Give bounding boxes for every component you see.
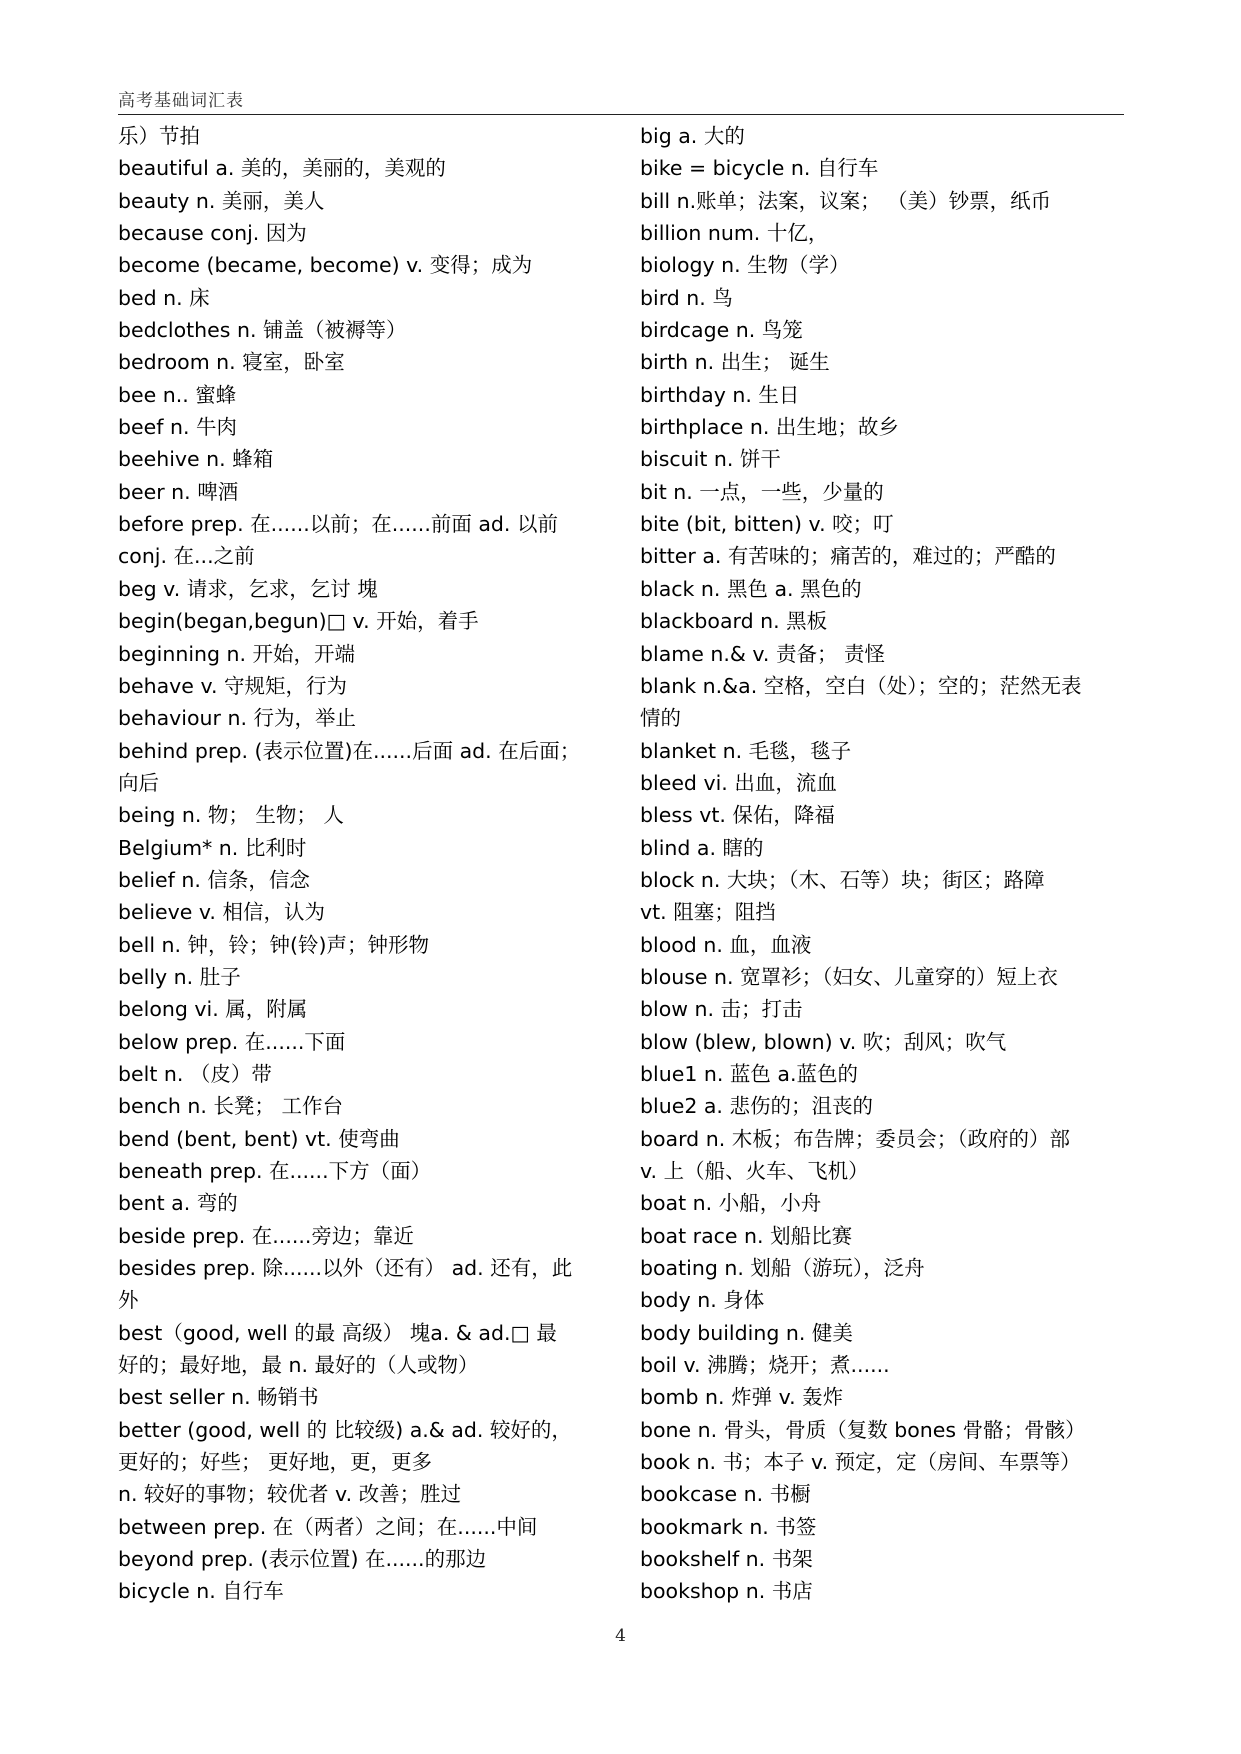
vocabulary-entry-line: beside prep. 在......旁边；靠近: [118, 1223, 414, 1248]
vocabulary-entry-line: blue2 a. 悲伤的；沮丧的: [640, 1094, 873, 1119]
vocabulary-entry-line: vt. 阻塞；阻挡: [640, 900, 776, 925]
vocabulary-entry-line: boating n. 划船（游玩），泛舟: [640, 1256, 925, 1281]
vocabulary-entry-line: bed n. 床: [118, 285, 210, 310]
vocabulary-column-left: [118, 120, 608, 1608]
vocabulary-entry-line: biology n. 生物（学）: [640, 253, 850, 278]
vocabulary-entry-line: boat race n. 划船比赛: [640, 1223, 853, 1248]
vocabulary-entry-line: 乐）节拍: [118, 124, 200, 148]
vocabulary-entry-line: beef n. 牛肉: [118, 415, 237, 440]
vocabulary-entry-line: blouse n. 宽罩衫；（妇女、儿童穿的）短上衣: [640, 964, 1058, 989]
vocabulary-entry-line: n. 较好的事物；较优者 v. 改善；胜过: [118, 1482, 462, 1507]
vocabulary-entry-line: conj. 在...之前: [118, 544, 255, 569]
vocabulary-entry-line: bomb n. 炸弹 v. 轰炸: [640, 1385, 844, 1410]
vocabulary-entry-line: bookmark n. 书签: [640, 1514, 817, 1539]
vocabulary-entry-line: belong vi. 属，附属: [118, 997, 308, 1022]
vocabulary-entry-line: book n. 书；本子 v. 预定，定（房间、车票等）: [640, 1450, 1081, 1475]
vocabulary-entry-line: bone n. 骨头，骨质（复数 bones 骨骼；骨骸）: [640, 1417, 1086, 1442]
vocabulary-entry-line: being n. 物； 生物； 人: [118, 803, 344, 828]
vocabulary-entry-line: bedclothes n. 铺盖（被褥等）: [118, 318, 407, 343]
vocabulary-entry-line: bookshelf n. 书架: [640, 1547, 813, 1572]
vocabulary-entry-line: body building n. 健美: [640, 1320, 853, 1345]
vocabulary-entry-line: bee n.. 蜜蜂: [118, 382, 237, 407]
vocabulary-entry-line: beautiful a. 美的，美丽的，美观的: [118, 156, 446, 181]
vocabulary-entry-line: bike = bicycle n. 自行车: [640, 156, 879, 181]
vocabulary-entry-line: beehive n. 蜂箱: [118, 447, 274, 472]
vocabulary-entry-line: beer n. 啤酒: [118, 479, 239, 504]
vocabulary-entry-line: below prep. 在......下面: [118, 1029, 346, 1054]
vocabulary-entry-line: bicycle n. 自行车: [118, 1579, 284, 1604]
vocabulary-entry-line: bedroom n. 寝室，卧室: [118, 350, 345, 375]
vocabulary-entry-line: 更好的；好些； 更好地，更，更多: [118, 1450, 433, 1475]
vocabulary-entry-line: 好的；最好地，最 n. 最好的（人或物）: [118, 1353, 479, 1378]
vocabulary-entry-line: begin(began,begun)□ v. 开始，着手: [118, 609, 479, 634]
vocabulary-entry-line: bless vt. 保佑，降福: [640, 803, 835, 828]
vocabulary-entry-line: because conj. 因为: [118, 221, 307, 246]
vocabulary-entry-line: bookcase n. 书橱: [640, 1482, 811, 1507]
vocabulary-entry-line: beg v. 请求，乞求，乞讨 塊: [118, 576, 378, 601]
vocabulary-entry-line: belly n. 肚子: [118, 964, 241, 989]
vocabulary-entry-line: biscuit n. 饼干: [640, 447, 781, 472]
vocabulary-entry-line: billion num. 十亿，: [640, 221, 829, 246]
vocabulary-entry-line: 向后: [118, 770, 159, 795]
vocabulary-column-right: [640, 120, 1130, 1608]
vocabulary-entry-line: beginning n. 开始，开端: [118, 641, 356, 666]
vocabulary-entry-line: bench n. 长凳； 工作台: [118, 1094, 343, 1119]
vocabulary-entry-line: before prep. 在......以前；在......前面 ad. 以前: [118, 512, 558, 537]
vocabulary-entry-line: behaviour n. 行为，举止: [118, 706, 357, 731]
vocabulary-entry-line: blow (blew, blown) v. 吹；刮风；吹气: [640, 1029, 1007, 1054]
vocabulary-entry-line: besides prep. 除......以外（还有） ad. 还有，此: [118, 1256, 573, 1281]
vocabulary-entry-line: behind prep. (表示位置)在......后面 ad. 在后面；: [118, 738, 581, 763]
vocabulary-entry-line: become (became, become) v. 变得；成为: [118, 253, 533, 278]
vocabulary-entry-line: bookshop n. 书店: [640, 1579, 813, 1604]
vocabulary-entry-line: believe v. 相信，认为: [118, 900, 325, 925]
vocabulary-entry-line: belt n. （皮）带: [118, 1061, 272, 1086]
vocabulary-entry-line: best seller n. 畅销书: [118, 1385, 319, 1410]
vocabulary-entry-line: body n. 身体: [640, 1288, 765, 1313]
vocabulary-entry-line: bell n. 钟，铃；钟(铃)声；钟形物: [118, 932, 430, 957]
vocabulary-entry-line: 情的: [640, 706, 681, 731]
vocabulary-entry-line: bite (bit, bitten) v. 咬；叮: [640, 512, 894, 537]
vocabulary-entry-line: beyond prep. (表示位置) 在......的那边: [118, 1547, 487, 1572]
vocabulary-entry-line: blank n.&a. 空格，空白（处）；空的；茫然无表: [640, 673, 1082, 698]
vocabulary-entry-line: beauty n. 美丽，美人: [118, 188, 325, 213]
running-header-title: 高考基础词汇表: [118, 91, 244, 111]
vocabulary-entry-line: best（good, well 的最 高级） 塊a. & ad.□ 最: [118, 1320, 557, 1345]
vocabulary-entry-line: blame n.& v. 责备； 责怪: [640, 641, 885, 666]
vocabulary-entry-line: block n. 大块；（木、石等）块；街区；路障: [640, 867, 1045, 892]
vocabulary-entry-line: blue1 n. 蓝色 a.蓝色的: [640, 1061, 858, 1086]
vocabulary-entry-line: blackboard n. 黑板: [640, 609, 828, 634]
vocabulary-entry-line: blood n. 血，血液: [640, 932, 812, 957]
vocabulary-entry-line: birth n. 出生； 诞生: [640, 350, 830, 375]
vocabulary-entry-line: birthday n. 生日: [640, 382, 800, 407]
vocabulary-entry-line: blow n. 击；打击: [640, 997, 803, 1022]
vocabulary-entry-line: bent a. 弯的: [118, 1191, 238, 1216]
vocabulary-entry-line: Belgium* n. 比利时: [118, 835, 307, 860]
header-divider: [118, 114, 1124, 115]
vocabulary-entry-line: birdcage n. 鸟笼: [640, 318, 803, 343]
vocabulary-entry-line: blind a. 瞎的: [640, 835, 764, 860]
vocabulary-entry-line: big a. 大的: [640, 124, 745, 148]
vocabulary-entry-line: bit n. 一点，一些，少量的: [640, 479, 884, 504]
vocabulary-entry-line: board n. 木板；布告牌；委员会；（政府的）部: [640, 1126, 1070, 1151]
vocabulary-entry-line: bleed vi. 出血，流血: [640, 770, 837, 795]
vocabulary-entry-line: bitter a. 有苦味的；痛苦的，难过的；严酷的: [640, 544, 1056, 569]
vocabulary-entry-line: beneath prep. 在......下方（面）: [118, 1159, 432, 1183]
vocabulary-entry-line: bird n. 鸟: [640, 285, 733, 310]
vocabulary-entry-line: boil v. 沸腾；烧开；煮......: [640, 1353, 890, 1378]
vocabulary-entry-line: v. 上（船、火车、飞机）: [640, 1159, 869, 1183]
vocabulary-entry-line: 外: [118, 1288, 139, 1313]
vocabulary-entry-line: belief n. 信条，信念: [118, 867, 310, 892]
vocabulary-entry-line: bend (bent, bent) vt. 使弯曲: [118, 1126, 400, 1151]
vocabulary-entry-line: boat n. 小船，小舟: [640, 1191, 822, 1216]
vocabulary-entry-line: blanket n. 毛毯，毯子: [640, 738, 852, 763]
vocabulary-entry-line: better (good, well 的 比较级) a.& ad. 较好的，: [118, 1417, 572, 1442]
vocabulary-entry-line: behave v. 守规矩，行为: [118, 673, 348, 698]
page-number: 4: [615, 1626, 626, 1646]
vocabulary-entry-line: between prep. 在（两者）之间；在......中间: [118, 1514, 538, 1539]
vocabulary-entry-line: bill n.账单；法案，议案； （美）钞票，纸币: [640, 188, 1052, 213]
vocabulary-entry-line: black n. 黑色 a. 黑色的: [640, 576, 862, 601]
vocabulary-entry-line: birthplace n. 出生地；故乡: [640, 415, 899, 440]
